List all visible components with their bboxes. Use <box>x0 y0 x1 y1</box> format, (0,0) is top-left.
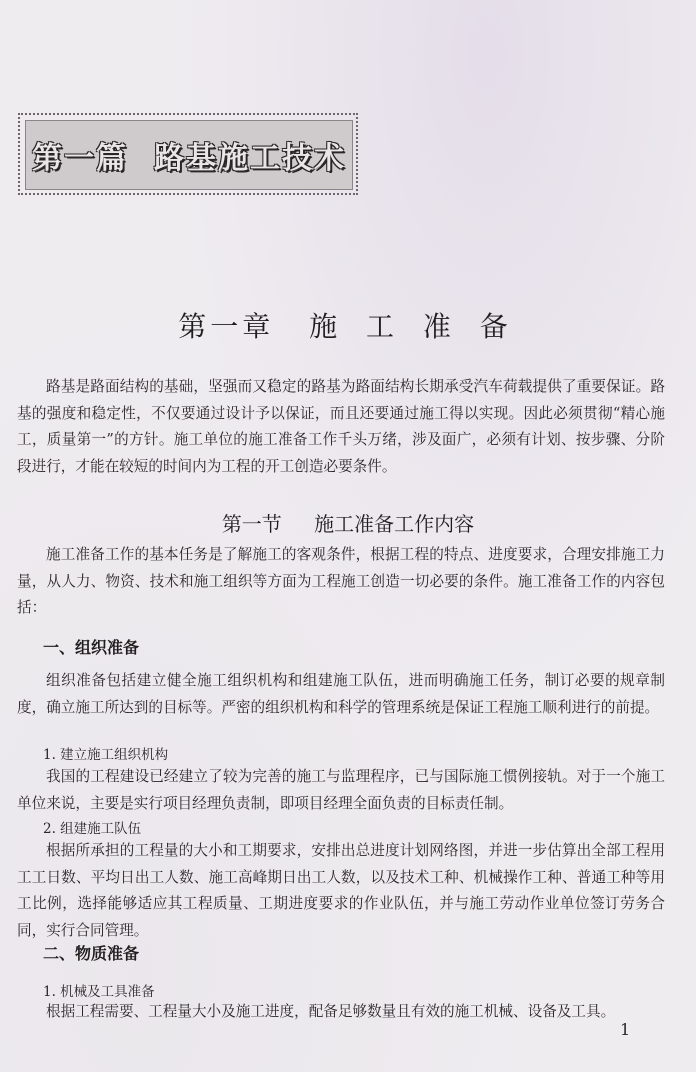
section-intro-paragraph: 施工准备工作的基本任务是了解施工的客观条件，根据工程的特点、进度要求，合理安排施工力量，从人力、物资、技术和施工组织等方面为工程施工创造一切必要的条件。施工准备工作的内容包括： <box>17 546 665 616</box>
part-banner <box>18 113 358 195</box>
chapter-title <box>0 305 696 345</box>
chapter-label: 第一章 <box>178 310 275 343</box>
item-heading-organization-structure: 1. 建立施工组织机构 <box>43 747 169 763</box>
part-title: 路基施工技术 <box>154 141 346 176</box>
page-number: 1 <box>620 1020 631 1039</box>
team-formation-paragraph: 根据所承担的工程量的大小和工期要求，安排出总进度计划网络图，并进一步估算出全部工程用工工日数、平均日出工人数、施工高峰期日出工人数，以及技术工种、机械操作工种、普通工种等用工比例，选择能够适应其工程质量、工期进度要求的作业队伍，并与施工劳动作业单位签订劳务合同，实行合同管理。 <box>17 842 665 939</box>
organization-intro-paragraph: 组织准备包括建立健全施工组织机构和组建施工队伍，进而明确施工任务，制订必要的规章制度，确立施工所达到的目标等。严密的组织机构和科学的管理系统是保证工程施工顺利进行的前提。 <box>17 672 665 716</box>
item-heading-team-formation: 2. 组建施工队伍 <box>43 821 142 837</box>
organization-structure-paragraph: 我国的工程建设已经建立了较为完善的施工与监理程序，已与国际施工惯例接轨。对于一个施工单位来说，主要是实行项目经理负责制，即项目经理全面负责的目标责任制。 <box>17 768 665 812</box>
part-banner-inner <box>25 120 353 190</box>
item-heading-machinery-tools: 1. 机械及工具准备 <box>43 984 155 1000</box>
machinery-tools-paragraph: 根据工程需要、工程量大小及施工进度，配备足够数量且有效的施工机械、设备及工具。 <box>46 1003 616 1020</box>
section-label: 第一节 <box>221 512 282 536</box>
chapter-intro-paragraph: 路基是路面结构的基础，坚强而又稳定的路基为路面结构长期承受汽车荷载提供了重要保证。路基的强度和稳定性，不仅要通过设计予以保证，而且还要通过施工得以实现。因此必须贯彻“精心施工，质量第一”的方针。施工单位的施工准备工作千头万绪，涉及面广，必须有计划、按步骤、分阶段进行，才能在较短的时间内为工程的开工创造必要条件。 <box>17 378 665 475</box>
subsection-heading-organization: 一、组织准备 <box>43 638 140 657</box>
part-label: 第一篇 <box>32 141 128 176</box>
section-title <box>0 508 696 537</box>
section-name: 施工准备工作内容 <box>314 512 475 536</box>
chapter-name: 施 工 准 备 <box>309 310 518 343</box>
subsection-heading-materials: 二、物质准备 <box>43 944 140 963</box>
